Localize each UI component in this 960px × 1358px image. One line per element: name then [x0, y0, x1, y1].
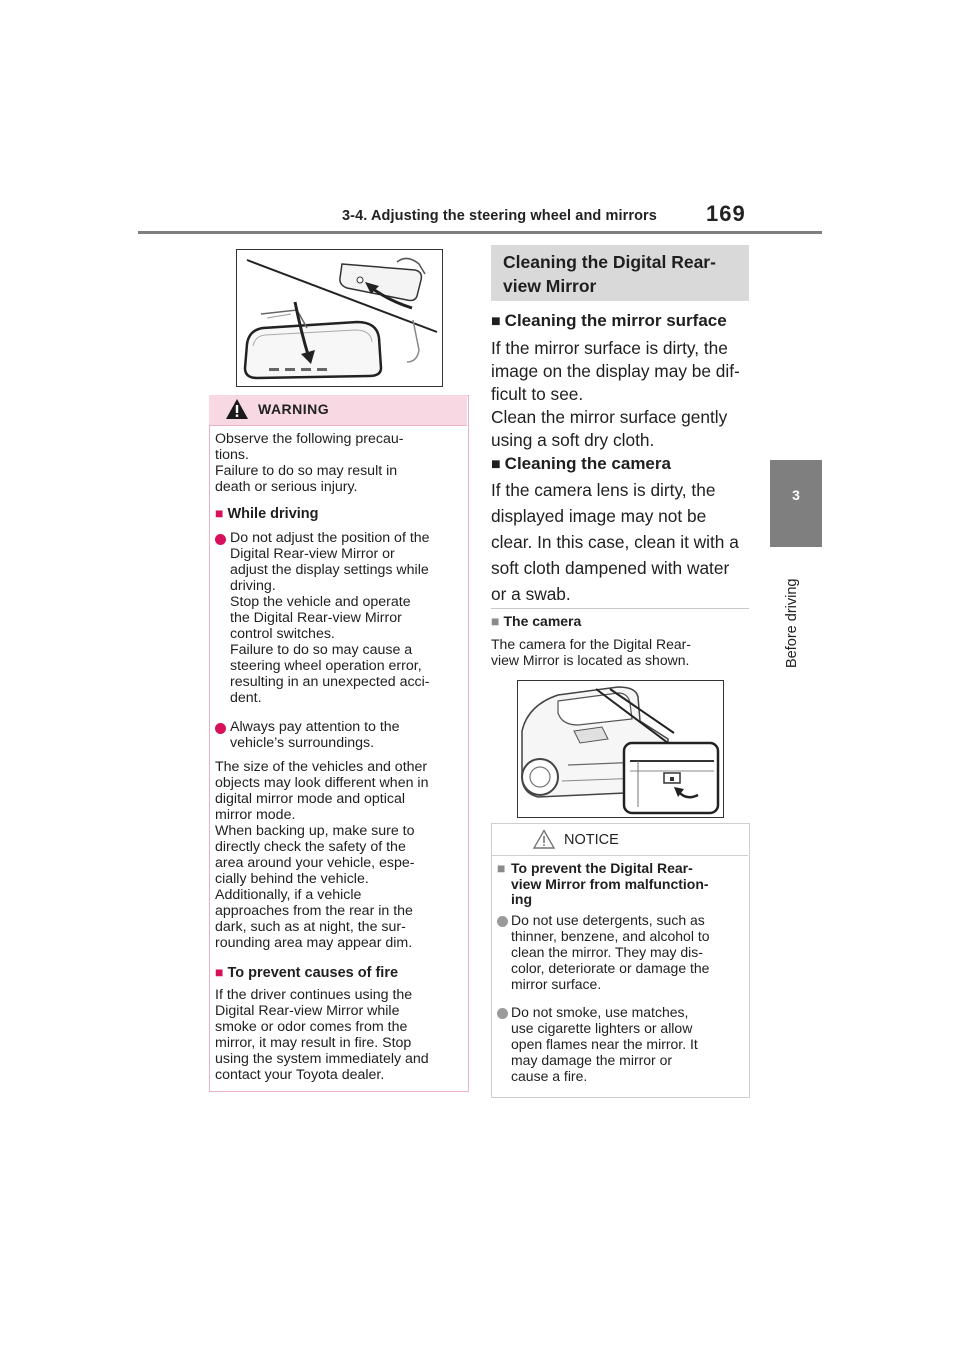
notice-heading-text: To prevent the Digital Rear- view Mirror from malfunction- ing — [511, 860, 709, 907]
warning-bullet-1: Do not adjust the position of the Digital Rear-view Mirror or adjust the display settings while driving. Stop the vehicle and operate the Digital Rear-view Mirror control switches. Failure to do so may cause a steering wheel operation error, resulting in an unexpected acci- dent. — [230, 530, 430, 706]
bullet-dot-icon — [497, 916, 508, 927]
warning-heading-driving-text: While driving — [227, 506, 319, 522]
page-number: 169 — [706, 201, 746, 226]
subheading-camera — [491, 454, 671, 474]
square-bullet-icon: ■ — [215, 505, 224, 521]
mirror-illustration — [236, 249, 443, 387]
chapter-label-text: Before driving — [784, 578, 800, 668]
warning-heading-driving — [215, 505, 319, 522]
subheading-mirror-surface-text: Cleaning the mirror surface — [504, 311, 727, 330]
section-title: 3-4. Adjusting the steering wheel and mirrors — [342, 208, 657, 224]
section-header-title: Cleaning the Digital Rear- view Mirror — [503, 252, 716, 296]
bullet-dot-icon — [215, 723, 226, 734]
note-heading-camera-text: The camera — [503, 613, 582, 629]
note-heading-camera — [491, 613, 581, 629]
camera-text: If the camera lens is dirty, the displayed image may not be clear. In this case, clean it with a soft cloth dampened with water or a swab. — [491, 480, 739, 604]
warning-bullet-2: Always pay attention to the vehicle’s surroundings. — [230, 719, 400, 751]
square-bullet-icon: ■ — [497, 860, 506, 876]
notice-header — [491, 823, 748, 856]
divider — [491, 608, 749, 609]
bullet-dot-icon — [215, 534, 226, 545]
chapter-label — [780, 555, 806, 675]
warning-paragraph-fire: If the driver continues using the Digital Rear-view Mirror while smoke or odor comes from the mirror, it may result in fire. Stop using the system immediately and contact your Toyota dealer. — [215, 987, 429, 1083]
warning-heading-fire — [215, 964, 398, 981]
warning-paragraph-driving: The size of the vehicles and other objects may look different when in digital mirror mode and optical mirror mode. When backing up, make sure to directly check the safety of the area around your vehicle, espe- cially behind the vehicle. Additionally, if a vehicle approaches from the rear in the dark, such as at night, the sur- rounding area may appear dim. — [215, 759, 429, 951]
mirror-surface-text: If the mirror surface is dirty, the image on the display may be dif- ficult to see. Clean the mirror surface gently using a soft dry cloth. — [491, 338, 740, 450]
subheading-camera-text: Cleaning the camera — [504, 454, 671, 473]
header-rule — [138, 231, 822, 234]
square-bullet-icon: ■ — [215, 964, 224, 980]
notice-bullet-1: Do not use detergents, such as thinner, benzene, and alcohol to clean the mirror. They may dis- color, deteriorate or damage the mirror surface. — [511, 912, 710, 992]
chapter-tab — [770, 460, 822, 547]
notice-heading — [497, 861, 745, 908]
square-bullet-icon: ■ — [491, 313, 501, 330]
chapter-number: 3 — [792, 487, 800, 503]
square-bullet-icon: ■ — [491, 613, 500, 629]
subheading-mirror-surface — [491, 311, 727, 331]
warning-intro: Observe the following precau- tions. Failure to do so may result in death or serious injury. — [215, 431, 404, 495]
square-bullet-icon: ■ — [491, 456, 501, 473]
notice-triangle-icon — [533, 829, 555, 854]
warning-heading-fire-text: To prevent causes of fire — [227, 965, 399, 981]
bullet-dot-icon — [497, 1008, 508, 1019]
note-camera-text: The camera for the Digital Rear- view Mirror is located as shown. — [491, 636, 691, 668]
notice-bullet-2: Do not smoke, use matches, use cigarette lighters or allow open flames near the mirror. It may damage the mirror or cause a fire. — [511, 1004, 698, 1084]
warning-triangle-icon — [225, 398, 249, 425]
camera-location-illustration — [517, 680, 724, 818]
warning-title: WARNING — [258, 401, 330, 417]
notice-title: NOTICE — [564, 832, 619, 848]
